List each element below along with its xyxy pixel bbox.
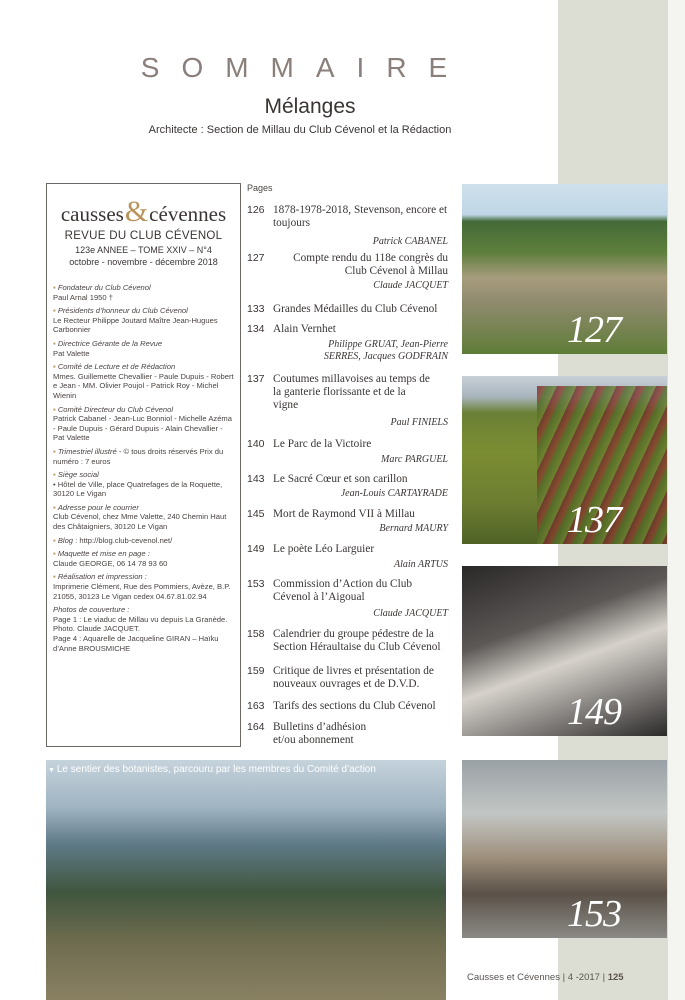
masthead-item: ▪ Fondateur du Club Cévenol Paul Arnal 1950 † — [53, 283, 234, 302]
toc-page: 149 — [247, 543, 265, 555]
toc-title: Le Parc de la Victoire — [273, 438, 372, 450]
toc-title: Alain Vernhet — [273, 323, 336, 335]
photo-landscape — [46, 760, 446, 1000]
magazine-logo — [53, 195, 234, 228]
toc-author: Paul FINIELS — [390, 417, 448, 428]
toc-title: Tarifs des sections du Club Cévenol — [273, 700, 436, 712]
photo-page-number: 153 — [567, 893, 621, 935]
toc-title: Le Sacré Cœur et son carillon — [273, 473, 408, 485]
issue-dates: octobre - novembre - décembre 2018 — [69, 257, 218, 267]
toc-page: 137 — [247, 373, 265, 385]
footer-journal: Causses et Cévennes — [467, 972, 560, 983]
pages-header: Pages — [247, 183, 273, 193]
masthead-item: ▪ Comité de Lecture et de Rédaction Mmes. Guillemette Chevallier - Paule Dupuis - Robert e Jean - MM. Olivier Poujol - Patrick Roy - Michel Wienin — [53, 362, 234, 400]
toc-page: 159 — [247, 665, 265, 677]
toc-author: Marc PARGUEL — [381, 454, 448, 465]
photo-book — [462, 566, 667, 736]
toc-page: 133 — [247, 303, 265, 315]
toc-page: 127 — [247, 252, 265, 264]
toc-author: Philippe GRUAT, Jean-Pierre SERRES, Jacques GODFRAIN — [323, 339, 448, 362]
toc-page: 143 — [247, 473, 265, 485]
toc-author: Bernard MAURY — [379, 523, 448, 534]
footer-page-number: 125 — [607, 972, 624, 983]
page-footer: Causses et Cévennes | 4 -2017 | 125 — [467, 972, 624, 983]
toc-page: 163 — [247, 700, 265, 712]
page-title: SOMMAIRE — [140, 52, 470, 83]
toc-page: 145 — [247, 508, 265, 520]
masthead-item: ▪ Directrice Gérante de la Revue Pat Valette — [53, 339, 234, 358]
toc-author: Claude JACQUET — [373, 608, 448, 619]
masthead-list — [53, 283, 234, 601]
photo-caption: ▼ Le sentier des botanistes, parcouru par les membres du Comité d’action — [48, 764, 376, 775]
masthead-item: ▪ Comité Directeur du Club Cévenol Patrick Cabanel - Jean-Luc Bonniol - Michelle Azéma - Paule Dupuis - Gérard Dupuis - Alain Chevallier - Pat Valette — [53, 405, 234, 443]
photo-ruins — [462, 184, 667, 354]
toc-title: Le poète Léo Larguier — [273, 543, 375, 555]
logo-right: cévennes — [149, 202, 227, 226]
toc-author: Patrick CABANEL — [372, 236, 448, 247]
photo-meeting — [462, 760, 667, 938]
toc-title: Critique de livres et présentation de nouveaux ouvrages et de D.V.D. — [273, 665, 434, 690]
logo-ampersand: & — [124, 195, 149, 228]
issue-number: 123e ANNEE – TOME XXIV – N°4 — [75, 245, 212, 255]
toc-title: Compte rendu du 118e congrès du Club Cévenol à Millau — [293, 252, 448, 277]
photo-page-number: 149 — [567, 691, 621, 733]
toc-page: 126 — [247, 204, 265, 216]
page-edge — [668, 0, 685, 1000]
toc-title: Grandes Médailles du Club Cévenol — [273, 303, 438, 315]
masthead-item: ▪ Maquette et mise en page : Claude GEORGE, 06 14 78 93 60 — [53, 549, 234, 568]
masthead-item: ▪ Adresse pour le courrier Club Cévenol, chez Mme Valette, 240 Chemin Haut des Châtaigniers, 30120 Le Vigan — [53, 503, 234, 532]
masthead-item: ▪ Siège social • Hôtel de Ville, place Quatrefages de la Roquette, 30120 Le Vigan — [53, 470, 234, 499]
masthead-item: ▪ Présidents d’honneur du Club Cévenol Le Recteur Philippe Joutard Maître Jean-Hugues Carbonnier — [53, 306, 234, 335]
toc-author: Claude JACQUET — [373, 280, 448, 291]
toc-page: 140 — [247, 438, 265, 450]
toc-page: 134 — [247, 323, 265, 335]
cover-credits: Photos de couverture : Page 1 : Le viaduc de Millau vu depuis La Granède. Photo. Claude JACQUET. Page 4 : Aquarelle de Jacqueline GIRAN – Haïku d’Anne BROUSMICHE — [53, 605, 228, 653]
toc-title: Commission d’Action du Club Cévenol à l’Aigoual — [273, 578, 413, 603]
photo-vineyard — [462, 376, 667, 544]
masthead-item: ▪ Trimestriel illustré - © tous droits réservés Prix du numéro : 7 euros — [53, 447, 234, 466]
toc-page: 153 — [247, 578, 265, 590]
toc-title: 1878-1978-2018, Stevenson, encore et toujours — [273, 204, 448, 229]
toc-title: Bulletins d’adhésion et/ou abonnement — [273, 721, 367, 746]
footer-issue: 4 -2017 — [567, 972, 600, 983]
photo-page-number: 127 — [567, 309, 621, 351]
logo-left: causses — [60, 202, 124, 226]
masthead-item: ▪ Réalisation et impression : Imprimerie Clément, Rue des Pommiers, Avèze, B.P. 21055, 30123 Le Vigan cedex 04.67.81.02.94 — [53, 572, 234, 601]
toc-page: 164 — [247, 721, 265, 733]
toc-title: Coutumes millavoises au temps de la ganterie florissante et de la vigne — [273, 373, 430, 411]
masthead-item: ▪ Blog : http://blog.club-cevenol.net/ — [53, 536, 234, 546]
masthead-box — [46, 183, 241, 747]
toc-author: Alain ARTUS — [394, 559, 448, 570]
toc-title: Mort de Raymond VII à Millau — [273, 508, 415, 520]
architect-byline: Architecte : Section de Millau du Club Cévenol et la Rédaction — [148, 124, 452, 136]
toc-author: Jean-Louis CARTAYRADE — [340, 488, 448, 499]
magazine-name: REVUE DU CLUB CÉVENOL — [64, 230, 223, 242]
photo-page-number: 137 — [567, 499, 621, 541]
toc-page: 158 — [247, 628, 265, 640]
section-subtitle: Mélanges — [264, 95, 356, 118]
toc-title: Calendrier du groupe pédestre de la Section Héraultaise du Club Cévenol — [273, 628, 441, 653]
